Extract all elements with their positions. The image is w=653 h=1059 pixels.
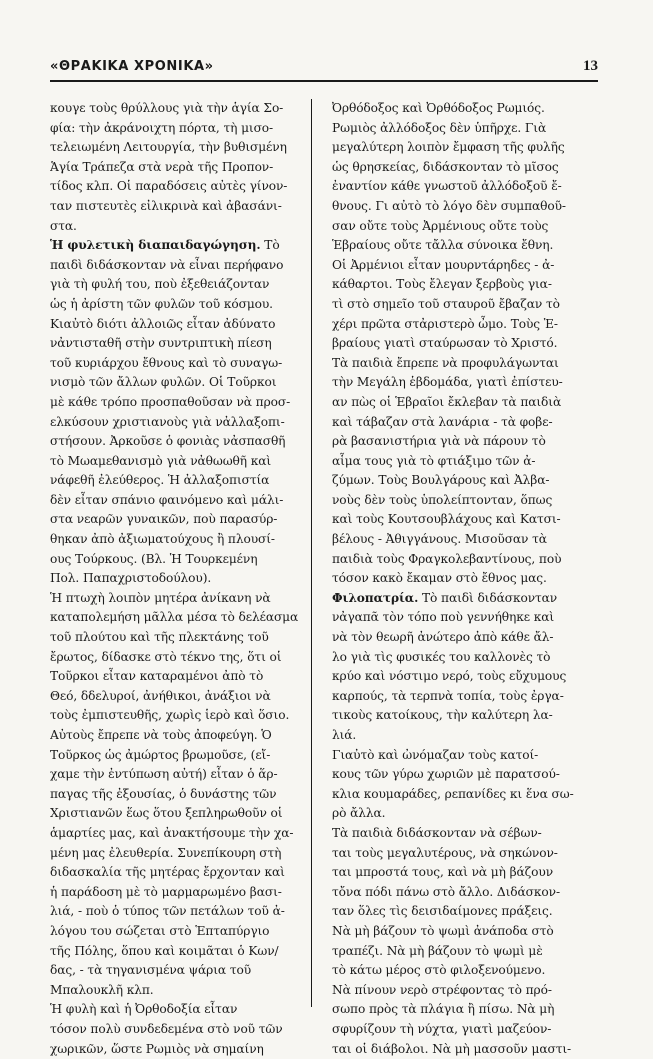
text-line: μεγαλύτερη λοιπὸν ἔμφαση τῆς φυλῆς [332,138,581,158]
text-line: Ἁγία Τράπεζα στὰ νερὰ τῆς Προπον- [50,158,299,178]
text-line: χωρικῶν, ὥστε Ρωμιὸς νὰ σημαίνη [50,1040,299,1059]
text-line: ται μπροστά τους, καὶ νὰ μὴ βάζουν [332,863,581,883]
text-line: Τοῦρκος ὡς ἀμώρτος βρωμοῦσε, (εἴ- [50,746,299,766]
text-line: μένη μας ἐλευθερία. Συνεπίκουρη στὴ [50,844,299,864]
text-line: ους Τούρκους. (Βλ. Ἡ Τουρκεμένη [50,550,299,570]
text-line: ὡς θρησκείας, διδάσκονταν τὸ μῖσος [332,158,581,178]
text-line: κλια κουμαράδες, ρεπανίδες κι ἕνα σω- [332,785,581,805]
text-line: λιά, - ποὺ ὁ τύπος τῶν πετάλων τοῦ ἀ- [50,902,299,922]
text-line: νἀντισταθῆ στὴν συντριπτικὴ πίεση [50,334,299,354]
text-line: τόσον πολὺ συνδεδεμένα στὸ νοῦ τῶν [50,1020,299,1040]
running-header [50,58,598,82]
text-line: Ὀρθόδοξος καὶ Ὀρθόδοξος Ρωμιός. [332,99,581,119]
text-line: καρπούς, τὰ τερπνὰ τοπία, τοὺς ἐργα- [332,687,581,707]
text-line: ἡ παράδοση μὲ τὸ μαρμαρωμένο βασι- [50,883,299,903]
text-line: Αὐτοὺς ἔπρεπε νὰ τοὺς ἀποφεύγη. Ὁ [50,726,299,746]
text-line: ρὸ ἄλλα. [332,804,581,824]
text-line: λο γιὰ τὶς φυσικές του καλλονὲς τὸ [332,648,581,668]
right-column [332,99,581,1059]
text-line: αἷμα τους γιὰ τὸ φτιάξιμο τῶν ἀ- [332,452,581,472]
text-line: νισμὸ τῶν ἄλλων φυλῶν. Οἱ Τοῦρκοι [50,373,299,393]
text-line: στα νεαρῶν γυναικῶν, ποὺ παρασύρ- [50,510,299,530]
text-line: Ἡ πτωχὴ λοιπὸν μητέρα ἀνίκανη νὰ [50,589,299,609]
text-line: τὄνα πόδι πάνω στὸ ἄλλο. Διδάσκον- [332,883,581,903]
text-line: ται τοὺς μεγαλυτέρους, νὰ σηκώνον- [332,844,581,864]
header-rule [50,80,598,82]
text-line: λιά. [332,726,581,746]
text-line: Κιαὐτὸ διότι ἀλλοιῶς εἶταν ἀδύνατο [50,315,299,335]
text-line: Τὰ παιδιὰ ἔπρεπε νὰ προφυλάγωνται [332,354,581,374]
text-line: Μπαλουκλῆ κλπ. [50,981,299,1001]
text-line: ζύμων. Τοὺς Βουλγάρους καὶ Ἀλβα- [332,471,581,491]
text-line: ταν πιστευτὲς εἰλικρινὰ καὶ ἀβασάνι- [50,197,299,217]
text-line: τόσον κακὸ ἔκαμαν στὸ ἔθνος μας. [332,569,581,589]
text-line: λόγου του σώζεται στὸ Ἑπταπύργιο [50,922,299,942]
text-line: τοῦ πλούτου καὶ τῆς πλεκτάνης τοῦ [50,628,299,648]
text-line: αν πὼς οἱ Ἑβραῖοι ἔκλεβαν τὰ παιδιὰ [332,393,581,413]
text-line: παγας τῆς ἐξουσίας, ὁ δυνάστης τῶν [50,785,299,805]
text-line: τῆς Πόλης, ὅπου καὶ κοιμᾶται ὁ Κων/ [50,942,299,962]
text-line: τραπέζι. Νὰ μὴ βάζουν τὸ ψωμὶ μὲ [332,942,581,962]
text-line: γιὰ τὴ φυλή του, ποὺ ἐξεθειάζονταν [50,275,299,295]
text-line: τελειωμένη Λειτουργία, τὴν βυθισμένη [50,138,299,158]
text-line: Ἡ φυλετικὴ διαπαιδαγώγηση. Τὸ [50,236,299,256]
text-line: παιδιὰ τοὺς Φραγκολεβαντίνους, ποὺ [332,550,581,570]
text-line: τοῦ κυριάρχου ἔθνους καὶ τὸ συναγω- [50,354,299,374]
text-line: Γιαὐτὸ καὶ ὠνόμαζαν τοὺς κατοί- [332,746,581,766]
text-line: σφυρίζουν τὴ νύχτα, γιατὶ μαζεύον- [332,1020,581,1040]
text-line: στήσουν. Ἀρκοῦσε ὁ φονιὰς νἀσπασθῆ [50,432,299,452]
text-line: βέλους - Ἀθιγγάνους. Μισοῦσαν τὰ [332,530,581,550]
text-line: Τὰ παιδιὰ διδάσκονταν νὰ σέβων- [332,824,581,844]
page-number: 13 [583,58,598,75]
text-line: Ρωμιὸς ἀλλόδοξος δὲν ὑπῆρχε. Γιὰ [332,119,581,139]
text-line: νοὺς δὲν τοὺς ὑπολείπτονταν, ὅπως [332,491,581,511]
text-line: Θεό, δδελυροί, ἀνήθικοι, ἀνάξιοι νὰ [50,687,299,707]
text-line: χέρι πρῶτα στἀριστερὸ ὦμο. Τοὺς Ἑ- [332,315,581,335]
left-column [50,99,299,1059]
text-line: Οἱ Ἀρμένιοι εἶταν μουρντάρηδες - ἀ- [332,256,581,276]
text-line: Πολ. Παπαχριστοδούλου). [50,569,299,589]
column-divider [311,99,312,1007]
text-line: δὲν εἶταν σπάνιο φαινόμενο καὶ μάλι- [50,491,299,511]
text-line: ελκύσουν χριστιανοὺς γιὰ νἀλλαξοπι- [50,413,299,433]
text-line: Χριστιανῶν ἕως ὅτου ξεπληρωθοῦν οἱ [50,804,299,824]
text-line: Φιλοπατρία. Τὸ παιδὶ διδάσκονταν [332,589,581,609]
text-line: ἁμαρτίες μας, καὶ ἀνακτήσουμε τὴν χα- [50,824,299,844]
text-line: τὸ Μωαμεθανισμὸ γιὰ νἀθωωθῆ καὶ [50,452,299,472]
text-line: τοὺς ἐμπιστευθῆς, χωρὶς ἱερὸ καὶ ὅσιο. [50,706,299,726]
text-line: ρὰ βασανιστήρια γιὰ νὰ πάρουν τὸ [332,432,581,452]
text-line: διδασκαλία τῆς μητέρας ἔρχονταν καὶ [50,863,299,883]
text-line: κρύο καὶ νόστιμο νερό, τοὺς εὔχυμους [332,667,581,687]
journal-title: «ΘΡΑΚΙΚΑ ΧΡΟΝΙΚΑ» [50,59,214,74]
text-line: Νὰ πίνουν νερὸ στρέφοντας τὸ πρό- [332,981,581,1001]
text-line: σωπο πρὸς τὰ πλάγια ἢ πίσω. Νὰ μὴ [332,1000,581,1020]
text-line: κους τῶν γύρω χωριῶν μὲ παρατσού- [332,765,581,785]
text-line: χαμε τὴν ἐντύπωση αὐτή) εἶταν ὁ ἅρ- [50,765,299,785]
text-line: ἔρωτος, δίδασκε στὸ τέκνο της, ὅτι οἱ [50,648,299,668]
text-line: νάφεθῆ ἐλεύθερος. Ἡ ἀλλαξοπιστία [50,471,299,491]
text-line: φία: τὴν ἀκράνοιχτη πόρτα, τὴ μισο- [50,119,299,139]
text-line: στα. [50,217,299,237]
text-line: Νὰ μὴ βάζουν τὸ ψωμὶ ἀνάποδα στὸ [332,922,581,942]
text-line: τὴν Μεγάλη ἑβδομάδα, γιατὶ ἐπίστευ- [332,373,581,393]
text-line: τὸ κάτω μέρος στὸ φιλοξενούμενο. [332,961,581,981]
text-line: τὶ στὸ σημεῖο τοῦ σταυροῦ ἔβαζαν τὸ [332,295,581,315]
text-line: καὶ τοὺς Κουτσουβλάχους καὶ Κατσι- [332,510,581,530]
section-heading: Ἡ φυλετικὴ διαπαιδαγώγηση. [50,238,261,252]
text-line: τίδος κλπ. Οἱ παραδόσεις αὐτὲς γίνον- [50,177,299,197]
text-line: παιδὶ διδάσκονταν νὰ εἶναι περήφανο [50,256,299,276]
text-line: θηκαν ἀπὸ ἀξιωματούχους ἢ πλουσί- [50,530,299,550]
text-line: καταπολεμήση μᾶλλα μέσα τὸ δελέασμα [50,608,299,628]
text-line: νὰ τὸν θεωρῆ ἀνώτερο ἀπὸ κάθε ἄλ- [332,628,581,648]
text-line: Τοῦρκοι εἶταν καταραμένοι ἀπὸ τὸ [50,667,299,687]
text-line: ἐναντίον κάθε γνωστοῦ ἀλλόδοξοῦ ἔ- [332,177,581,197]
text-line: Ἑβραίους οὔτε τἄλλα σύνοικα ἔθνη. [332,236,581,256]
text-line: μὲ κάθε τρόπο προσπαθοῦσαν νὰ προσ- [50,393,299,413]
text-line: κάθαρτοι. Τοὺς ἔλεγαν ξερβοὺς για- [332,275,581,295]
text-line: τικοὺς κατοίκους, τὴν καλύτερη λα- [332,706,581,726]
text-line: ὡς ἡ ἀρίστη τῶν φυλῶν τοῦ κόσμου. [50,295,299,315]
text-line: κουγε τοὺς θρύλλους γιὰ τὴν ἁγία Σο- [50,99,299,119]
text-line: καὶ τάβαζαν στὰ λανάρια - τὰ φοβε- [332,413,581,433]
text-line: ται οἱ διάβολοι. Νὰ μὴ μασσοῦν μαστι- [332,1040,581,1059]
text-line: ταν ὅλες τὶς δεισιδαίμονες πράξεις. [332,902,581,922]
text-line: Ἡ φυλὴ καὶ ἡ Ὀρθοδοξία εἶταν [50,1000,299,1020]
text-line: βραίους γιατὶ σταύρωσαν τὸ Χριστό. [332,334,581,354]
text-line: θνους. Γι αὐτὸ τὸ λόγο δὲν συμπαθοῦ- [332,197,581,217]
text-line: νἀγαπᾶ τὸν τόπο ποὺ γεννήθηκε καὶ [332,608,581,628]
text-line: δας, - τὰ τηγανισμένα ψάρια τοῦ [50,961,299,981]
section-heading: Φιλοπατρία. [332,591,418,605]
text-line: σαν οὔτε τοὺς Ἀρμένιους οὔτε τοὺς [332,217,581,237]
